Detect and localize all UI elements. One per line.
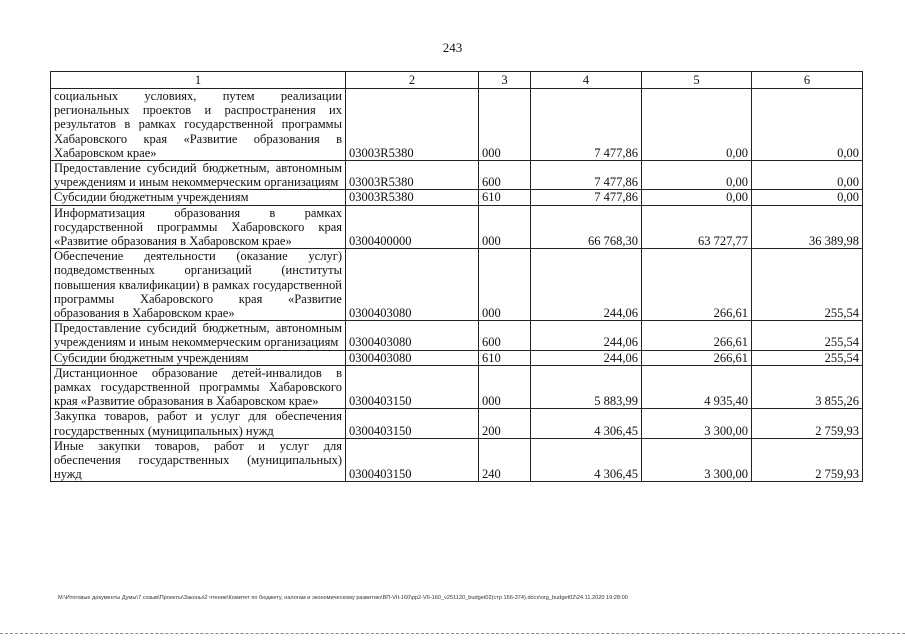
row-name-cell: Субсидии бюджетным учреждениям (51, 190, 346, 205)
row-value-cell: 4 935,40 (642, 365, 752, 409)
row-value-cell: 0,00 (642, 190, 752, 205)
row-value-cell: 266,61 (642, 321, 752, 350)
row-type-cell: 200 (479, 409, 531, 438)
row-type-cell: 610 (479, 350, 531, 365)
table-header-row (51, 72, 863, 89)
table-row (51, 350, 863, 365)
column-header: 3 (479, 72, 531, 89)
row-code-cell: 0300400000 (346, 205, 479, 249)
column-header: 5 (642, 72, 752, 89)
row-name-cell: Предоставление субсидий бюджетным, автономным учреждениям и иным некоммерческим организациям (51, 161, 346, 190)
row-value-cell: 7 477,86 (531, 89, 642, 161)
row-value-cell: 0,00 (752, 89, 863, 161)
table-row (51, 321, 863, 350)
row-type-cell: 000 (479, 205, 531, 249)
row-value-cell: 244,06 (531, 249, 642, 321)
row-value-cell: 266,61 (642, 350, 752, 365)
row-value-cell: 3 300,00 (642, 438, 752, 482)
page-bottom-divider (0, 633, 905, 634)
row-value-cell: 0,00 (642, 161, 752, 190)
row-code-cell: 03003R5380 (346, 89, 479, 161)
row-value-cell: 36 389,98 (752, 205, 863, 249)
row-code-cell: 0300403150 (346, 409, 479, 438)
row-value-cell: 266,61 (642, 249, 752, 321)
table-row (51, 89, 863, 161)
row-name-cell: Иные закупки товаров, работ и услуг для обеспечения государственных (муниципальных) нужд (51, 438, 346, 482)
row-name-cell: Субсидии бюджетным учреждениям (51, 350, 346, 365)
row-code-cell: 0300403150 (346, 438, 479, 482)
row-value-cell: 4 306,45 (531, 409, 642, 438)
table-row (51, 190, 863, 205)
row-type-cell: 610 (479, 190, 531, 205)
row-value-cell: 244,06 (531, 321, 642, 350)
row-code-cell: 03003R5380 (346, 161, 479, 190)
row-value-cell: 7 477,86 (531, 190, 642, 205)
row-code-cell: 0300403080 (346, 350, 479, 365)
column-header: 2 (346, 72, 479, 89)
row-value-cell: 255,54 (752, 350, 863, 365)
table-row (51, 249, 863, 321)
row-value-cell: 0,00 (752, 161, 863, 190)
row-name-cell: Предоставление субсидий бюджетным, автономным учреждениям и иным некоммерческим организациям (51, 321, 346, 350)
row-name-cell: Информатизация образования в рамках государственной программы Хабаровского края «Развитие образования в Хабаровском крае» (51, 205, 346, 249)
row-value-cell: 7 477,86 (531, 161, 642, 190)
column-header: 1 (51, 72, 346, 89)
row-value-cell: 0,00 (752, 190, 863, 205)
row-value-cell: 3 300,00 (642, 409, 752, 438)
row-type-cell: 000 (479, 89, 531, 161)
row-value-cell: 5 883,99 (531, 365, 642, 409)
row-name-cell: Обеспечение деятельности (оказание услуг) подведомственных организаций (институты повышения квалификации) в рамках государственной программы Хабаровского края «Развитие образования в Хабаровском крае» (51, 249, 346, 321)
row-value-cell: 2 759,93 (752, 438, 863, 482)
row-value-cell: 63 727,77 (642, 205, 752, 249)
row-type-cell: 600 (479, 321, 531, 350)
table-row (51, 161, 863, 190)
table-row (51, 409, 863, 438)
row-value-cell: 255,54 (752, 249, 863, 321)
row-value-cell: 255,54 (752, 321, 863, 350)
footer-file-path: М:\Итоговые документы Думы\7 созыв\Проекты\Законы\2 чтение\Комитет по бюджету, налогам и экономическому развитию\ВП-VII-160\pp2-VII-160_v251120_budget02(стр 166-374).docx\org_budget02\24.11.2020 19:28:00 (58, 595, 628, 601)
row-value-cell: 3 855,26 (752, 365, 863, 409)
table-row (51, 365, 863, 409)
budget-table (50, 71, 863, 482)
row-value-cell: 2 759,93 (752, 409, 863, 438)
row-code-cell: 03003R5380 (346, 190, 479, 205)
row-name-cell: Дистанционное образование детей-инвалидов в рамках государственной программы Хабаровского края «Развитие образования в Хабаровском крае» (51, 365, 346, 409)
row-type-cell: 240 (479, 438, 531, 482)
column-header: 4 (531, 72, 642, 89)
table-row (51, 205, 863, 249)
row-code-cell: 0300403150 (346, 365, 479, 409)
row-type-cell: 000 (479, 365, 531, 409)
table-row (51, 438, 863, 482)
page-number: 243 (442, 40, 463, 55)
row-value-cell: 66 768,30 (531, 205, 642, 249)
row-name-cell: социальных условиях, путем реализации региональных проектов и распространения их результатов в рамках государственной программы Хабаровского края «Развитие образования в Хабаровском крае» (51, 89, 346, 161)
row-value-cell: 0,00 (642, 89, 752, 161)
column-header: 6 (752, 72, 863, 89)
row-type-cell: 600 (479, 161, 531, 190)
row-code-cell: 0300403080 (346, 321, 479, 350)
row-value-cell: 244,06 (531, 350, 642, 365)
row-code-cell: 0300403080 (346, 249, 479, 321)
row-value-cell: 4 306,45 (531, 438, 642, 482)
row-type-cell: 000 (479, 249, 531, 321)
row-name-cell: Закупка товаров, работ и услуг для обеспечения государственных (муниципальных) нужд (51, 409, 346, 438)
